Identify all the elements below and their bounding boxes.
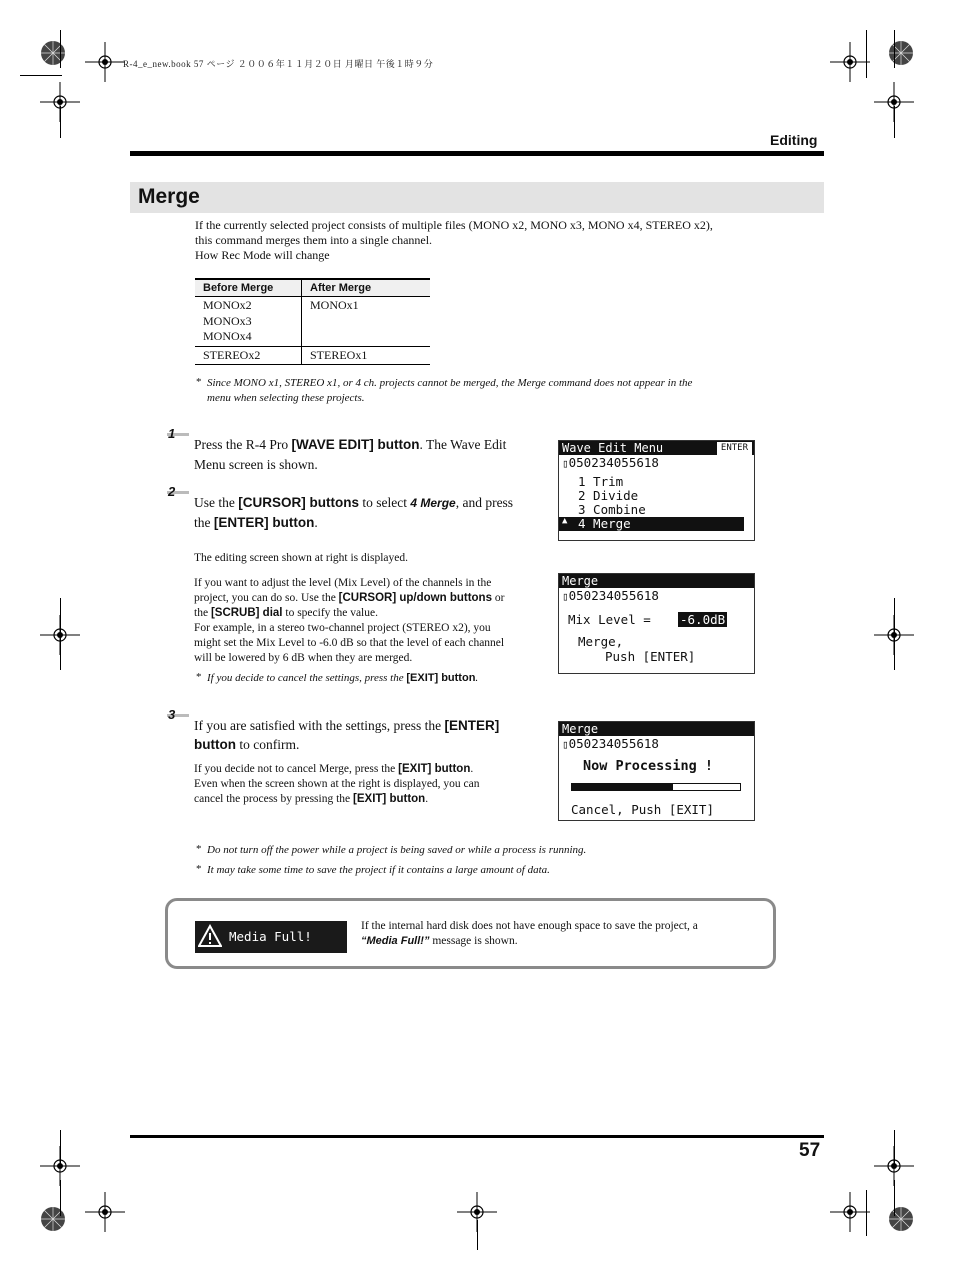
button-ref: [CURSOR] xyxy=(338,592,397,604)
trim-line xyxy=(866,30,867,78)
trim-line xyxy=(60,1130,61,1164)
rec-mode-table xyxy=(195,278,430,365)
lcd-menu-item-selected: 4 Merge xyxy=(578,516,631,531)
text-line: will be lowered by 6 dB when they are merged. xyxy=(194,652,413,664)
lcd-mix-label: Mix Level = xyxy=(568,612,651,627)
enter-button-ref: [ENTER] xyxy=(444,718,500,733)
table-cell: MONOx1 xyxy=(302,297,431,347)
trim-line xyxy=(60,106,61,138)
lcd-menu-item: 2 Divide xyxy=(578,488,639,503)
footer-rule xyxy=(130,1135,824,1138)
cell-value: MONOx3 xyxy=(203,313,252,328)
note-line: menu when selecting these projects. xyxy=(207,392,365,404)
warning-icon xyxy=(198,924,222,948)
lcd-header-title: Wave Edit Menu xyxy=(562,441,664,455)
lcd-project-id: 050234055618 xyxy=(568,588,659,603)
lcd-progress-fill xyxy=(572,784,673,790)
printer-color-mark-icon xyxy=(40,40,66,66)
text-run: , and press xyxy=(455,495,514,510)
table-row xyxy=(195,346,430,365)
table-cell: STEREOx1 xyxy=(302,346,431,365)
text-run: the xyxy=(194,515,214,530)
text-run: project, you can do so. Use the xyxy=(194,592,339,604)
wave-edit-button-ref: [WAVE EDIT] button xyxy=(291,437,420,452)
text-run: . xyxy=(314,515,318,530)
text-run: Menu screen is shown. xyxy=(194,457,318,472)
text-run: . The Wave Edit xyxy=(419,437,507,452)
lcd-project-line xyxy=(562,736,659,751)
enter-button-ref: [ENTER] button xyxy=(213,515,315,530)
lcd-header: Merge xyxy=(559,574,754,588)
trim-line xyxy=(866,1190,867,1236)
lcd-progress-bar xyxy=(571,783,741,791)
note-star: * xyxy=(196,376,202,388)
lcd-wave-edit-menu xyxy=(558,440,755,541)
printer-color-mark-icon xyxy=(40,1206,66,1232)
lcd-project-id: 050234055618 xyxy=(568,455,659,470)
lcd-mix-value: -6.0dB xyxy=(680,612,726,627)
text-line: For example, in a stereo two-channel project (STEREO x2), you xyxy=(194,622,491,634)
step-number: 1 xyxy=(168,426,176,441)
menu-item-ref: 4 Merge xyxy=(410,496,456,510)
step-2-text xyxy=(194,493,554,533)
text-run: the xyxy=(194,607,211,619)
text-run: . xyxy=(470,763,474,775)
lcd-text-line: Push [ENTER] xyxy=(605,649,696,664)
note-line: Since MONO x1, STEREO x1, or 4 ch. projects cannot be merged, the Merge command does not appear in the xyxy=(207,377,693,389)
printer-color-mark-icon xyxy=(888,40,914,66)
page-number: 57 xyxy=(799,1140,821,1161)
media-full-text xyxy=(361,919,761,949)
cell-value: MONOx2 xyxy=(203,298,252,312)
enter-button-ref: button xyxy=(194,737,236,752)
step-2-paragraph xyxy=(194,576,554,666)
text-line: If the internal hard disk does not have enough space to save the project, a xyxy=(361,920,698,932)
text-line: Even when the screen shown at the right is displayed, you can xyxy=(194,778,480,790)
trim-line xyxy=(894,106,895,138)
table-cell: STEREOx2 xyxy=(195,346,302,365)
step-number: 3 xyxy=(168,707,176,722)
media-full-screen-text: Media Full! xyxy=(229,929,312,944)
text-line xyxy=(361,934,761,949)
note-star: * xyxy=(196,863,202,875)
power-note: Do not turn off the power while a project is being saved or while a process is running. xyxy=(207,844,587,856)
lcd-processing-text: Now Processing ! xyxy=(583,758,714,774)
registration-mark-icon xyxy=(85,42,125,82)
lcd-project-id: 050234055618 xyxy=(568,736,659,751)
lcd-header xyxy=(559,441,754,455)
lcd-text-line: Merge, xyxy=(578,634,624,649)
table-cell xyxy=(195,297,302,347)
trim-line xyxy=(894,598,895,670)
text-line: might set the Mix Level to -6.0 dB so that the level of each channel xyxy=(194,637,505,649)
intro-line: How Rec Mode will change xyxy=(195,248,330,262)
step-2-detail: The editing screen shown at right is displayed. xyxy=(194,552,408,564)
trim-line xyxy=(477,1220,478,1250)
table-row xyxy=(195,297,430,347)
lcd-cancel-text: Cancel, Push [EXIT] xyxy=(571,802,714,817)
cancel-note xyxy=(207,671,478,686)
folder-icon: ▯ xyxy=(562,590,569,603)
text-line xyxy=(194,762,554,777)
trim-line xyxy=(20,75,62,76)
save-time-note: It may take some time to save the project if it contains a large amount of data. xyxy=(207,864,550,876)
trim-line xyxy=(60,598,61,670)
exit-button-ref: [EXIT] button xyxy=(398,763,471,775)
text-run: If you decide to cancel the settings, press the xyxy=(207,672,407,684)
page-title: Merge xyxy=(138,185,200,208)
text-run: message is shown. xyxy=(429,935,518,947)
text-line xyxy=(194,792,554,807)
folder-icon: ▯ xyxy=(562,457,569,470)
media-full-screen xyxy=(195,921,347,953)
registration-mark-icon xyxy=(830,1192,870,1232)
lcd-menu-item: 3 Combine xyxy=(578,502,646,517)
text-run: to select xyxy=(358,495,411,510)
lcd-project-line xyxy=(562,455,659,470)
text-run: or xyxy=(491,592,505,604)
text-run: to confirm. xyxy=(235,737,300,752)
note-star: * xyxy=(196,671,202,683)
trim-line xyxy=(60,30,61,68)
dial-ref: [SCRUB] dial xyxy=(210,607,283,619)
text-line xyxy=(194,606,554,621)
button-ref: up/down buttons xyxy=(396,592,492,604)
text-run: If you are satisfied with the settings, press the xyxy=(194,718,445,733)
step-number: 2 xyxy=(168,484,176,499)
section-header: Editing xyxy=(770,132,818,148)
text-run: . xyxy=(425,793,429,805)
text-line xyxy=(194,591,554,606)
step-1-text xyxy=(194,435,554,475)
cursor-buttons-ref: [CURSOR] buttons xyxy=(238,495,359,510)
intro-line: this command merges them into a single channel. xyxy=(195,233,433,247)
step-3-text xyxy=(194,716,554,754)
lcd-header: Merge xyxy=(559,722,754,736)
lcd-merge-mix-level xyxy=(558,573,755,674)
scroll-up-arrow-icon: ▲ xyxy=(562,516,568,526)
cell-value: MONOx4 xyxy=(203,329,252,343)
folder-icon: ▯ xyxy=(562,738,569,751)
trim-line xyxy=(894,30,895,68)
text-run: Use the xyxy=(194,495,239,510)
lcd-menu-item: 1 Trim xyxy=(578,474,624,489)
text-run: cancel the process by pressing the xyxy=(194,793,354,805)
step-3-paragraph xyxy=(194,762,554,807)
text-run: If you decide not to cancel Merge, press the xyxy=(194,763,399,775)
trim-line xyxy=(894,1130,895,1164)
note-star: * xyxy=(196,843,202,855)
text-run: to specify the value. xyxy=(282,607,378,619)
registration-mark-icon xyxy=(85,1192,125,1232)
text-run: . xyxy=(475,672,479,684)
lcd-enter-tag: ENTER xyxy=(717,442,752,455)
printer-color-mark-icon xyxy=(888,1206,914,1232)
lcd-now-processing xyxy=(558,721,755,821)
exit-button-ref: [EXIT] button xyxy=(406,672,476,684)
registration-mark-icon xyxy=(830,42,870,82)
lcd-project-line xyxy=(562,588,659,603)
print-slug: R-4_e_new.book 57 ページ ２００６年１１月２０日 月曜日 午後１時９分 xyxy=(123,59,434,69)
media-full-quote: “Media Full!” xyxy=(361,935,430,947)
exit-button-ref: [EXIT] button xyxy=(353,793,426,805)
trim-line xyxy=(60,1180,61,1216)
intro-line: If the currently selected project consists of multiple files (MONO x2, MONO x3, MONO x4, STEREO x2), xyxy=(195,218,713,232)
trim-line xyxy=(894,1180,895,1216)
title-band xyxy=(130,182,824,213)
text-run: Press the R-4 Pro xyxy=(194,437,292,452)
text-line: If you want to adjust the level (Mix Level) of the channels in the xyxy=(194,577,492,589)
table-header: Before Merge xyxy=(195,279,302,297)
table-header: After Merge xyxy=(302,279,431,297)
header-rule xyxy=(130,151,824,156)
